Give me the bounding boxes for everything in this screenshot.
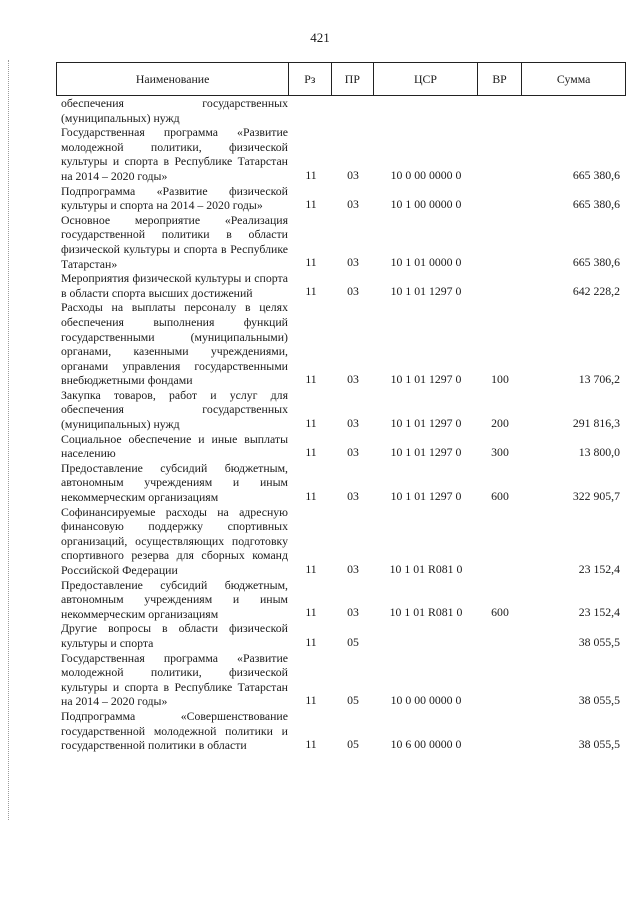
cell-pr: 05 — [347, 634, 359, 649]
cell-csr — [374, 650, 478, 651]
cell-vr: 100 — [491, 371, 509, 386]
cell-pr: 03 — [347, 415, 359, 430]
cell-rz: 11 — [305, 634, 317, 649]
cell-rz: 11 — [305, 605, 317, 620]
cell-vr: 200 — [491, 415, 509, 430]
table-row — [56, 432, 626, 461]
table-row — [56, 184, 626, 213]
cell-rz — [290, 124, 332, 125]
cell-name: Мероприятия физической культуры и спорта в области спорта высших достижений — [61, 271, 288, 300]
cell-csr: 10 0 00 0000 0 — [390, 167, 462, 182]
cell-rz: 11 — [305, 371, 317, 386]
cell-pr: 05 — [347, 692, 359, 707]
cell-sum: 38 055,5 — [578, 736, 620, 751]
table-row — [56, 96, 626, 125]
table-row — [56, 271, 626, 300]
table-row — [56, 125, 626, 183]
cell-pr: 05 — [347, 736, 359, 751]
cell-name: Социальное обеспечение и иные выплаты населению — [61, 431, 288, 461]
cell-pr: 03 — [347, 371, 359, 386]
cell-sum — [522, 124, 626, 125]
cell-name: Закупка товаров, работ и услуг для обеспечения государственных (муниципальных) нужд — [61, 387, 288, 432]
cell-vr — [478, 183, 522, 184]
cell-rz: 11 — [305, 736, 317, 751]
cell-csr: 10 1 01 R081 0 — [389, 605, 463, 620]
cell-csr: 10 1 01 R081 0 — [389, 561, 463, 576]
cell-pr: 03 — [347, 167, 359, 182]
cell-vr: 300 — [491, 444, 509, 459]
cell-vr — [478, 212, 522, 213]
cell-csr: 10 1 00 0000 0 — [390, 196, 462, 211]
table-row — [56, 505, 626, 578]
cell-name: Государственная программа «Развитие молодежной политики, физической культуры и спорта в Республике Татарстан на 2014 – 2020 годы» — [61, 125, 288, 183]
cell-rz: 11 — [305, 561, 317, 576]
cell-csr: 10 1 01 1297 0 — [390, 444, 462, 459]
cell-rz: 11 — [305, 692, 317, 707]
cell-name: Софинансируемые расходы на адресную финансовую поддержку спортивных организаций, осуществляющих подготовку спортивного резерва для сборных команд Российской Федерации — [61, 504, 288, 577]
cell-vr — [478, 752, 522, 753]
header-vr: ВР — [477, 63, 521, 95]
cell-name: Подпрограмма «Совершенствование государственной молодежной политики и государственной политики в области — [61, 708, 288, 753]
cell-name: Другие вопросы в области физической культуры и спорта — [61, 621, 288, 650]
table-row — [56, 213, 626, 271]
cell-sum: 642 228,2 — [572, 284, 620, 299]
cell-csr: 10 6 00 0000 0 — [390, 736, 462, 751]
cell-rz: 11 — [305, 255, 317, 270]
margin-marks — [8, 60, 11, 820]
cell-sum: 665 380,6 — [572, 255, 620, 270]
cell-csr: 10 1 01 1297 0 — [390, 415, 462, 430]
cell-vr — [478, 299, 522, 300]
cell-csr: 10 1 01 1297 0 — [390, 284, 462, 299]
cell-pr: 03 — [347, 488, 359, 503]
cell-vr: 600 — [491, 605, 509, 620]
header-pr: ПР — [331, 63, 373, 95]
cell-pr: 03 — [347, 444, 359, 459]
cell-rz: 11 — [305, 196, 317, 211]
budget-table — [56, 62, 626, 753]
cell-csr: 10 0 00 0000 0 — [390, 692, 462, 707]
cell-rz: 11 — [305, 284, 317, 299]
cell-sum: 665 380,6 — [572, 196, 620, 211]
cell-vr: 600 — [491, 488, 509, 503]
header-name: Наименование — [135, 71, 210, 86]
table-row — [56, 578, 626, 622]
table-header — [56, 62, 626, 96]
cell-vr — [478, 270, 522, 271]
cell-pr: 03 — [347, 255, 359, 270]
table-row — [56, 461, 626, 505]
cell-sum: 23 152,4 — [578, 605, 620, 620]
cell-rz: 11 — [305, 444, 317, 459]
cell-sum: 665 380,6 — [572, 167, 620, 182]
cell-sum: 291 816,3 — [572, 415, 620, 430]
cell-name: Государственная программа «Развитие молодежной политики, физической культуры и спорта в Республике Татарстан на 2014 – 2020 годы» — [61, 650, 288, 709]
cell-name: Подпрограмма «Развитие физической культуры и спорта на 2014 – 2020 годы» — [61, 183, 288, 213]
header-csr: ЦСР — [373, 63, 477, 95]
page-number: 421 — [310, 30, 330, 45]
cell-pr: 03 — [347, 284, 359, 299]
cell-sum: 38 055,5 — [578, 692, 620, 707]
cell-sum: 13 706,2 — [578, 371, 620, 386]
cell-rz: 11 — [305, 415, 317, 430]
cell-vr — [478, 124, 522, 125]
cell-sum: 23 152,4 — [578, 561, 620, 576]
cell-rz: 11 — [305, 488, 317, 503]
cell-csr: 10 1 01 1297 0 — [390, 488, 462, 503]
cell-sum: 13 800,0 — [578, 444, 620, 459]
table-row — [56, 621, 626, 650]
cell-csr: 10 1 01 1297 0 — [390, 371, 462, 386]
cell-pr: 03 — [347, 605, 359, 620]
cell-pr — [332, 124, 374, 125]
cell-vr — [478, 577, 522, 578]
header-rz: Рз — [288, 63, 330, 95]
cell-name: обеспечения государственных (муниципальных) нужд — [61, 96, 288, 125]
cell-csr: 10 1 01 0000 0 — [390, 255, 462, 270]
cell-csr — [374, 124, 478, 125]
cell-sum: 38 055,5 — [578, 634, 620, 649]
cell-name: Расходы на выплаты персоналу в целях обеспечения выполнения функций государственными (муниципальными) органами, казенными учреждениями, органами управления государственными внебюджетными фондами — [61, 300, 288, 388]
cell-rz: 11 — [305, 167, 317, 182]
table-row — [56, 300, 626, 388]
cell-sum: 322 905,7 — [572, 488, 620, 503]
cell-pr: 03 — [347, 196, 359, 211]
cell-name: Основное мероприятие «Реализация государственной политики в области физической культуры и спорта в Республике Татарстан» — [61, 212, 288, 271]
cell-name: Предоставление субсидий бюджетным, автономным учреждениям и иным некоммерческим организациям — [61, 460, 288, 505]
table-body — [56, 96, 626, 753]
cell-name: Предоставление субсидий бюджетным, автономным учреждениям и иным некоммерческим организациям — [61, 577, 288, 621]
table-row — [56, 388, 626, 432]
table-row — [56, 709, 626, 753]
cell-pr: 03 — [347, 561, 359, 576]
header-sum: Сумма — [521, 63, 625, 95]
cell-vr — [478, 708, 522, 709]
table-row — [56, 651, 626, 709]
cell-vr — [478, 650, 522, 651]
